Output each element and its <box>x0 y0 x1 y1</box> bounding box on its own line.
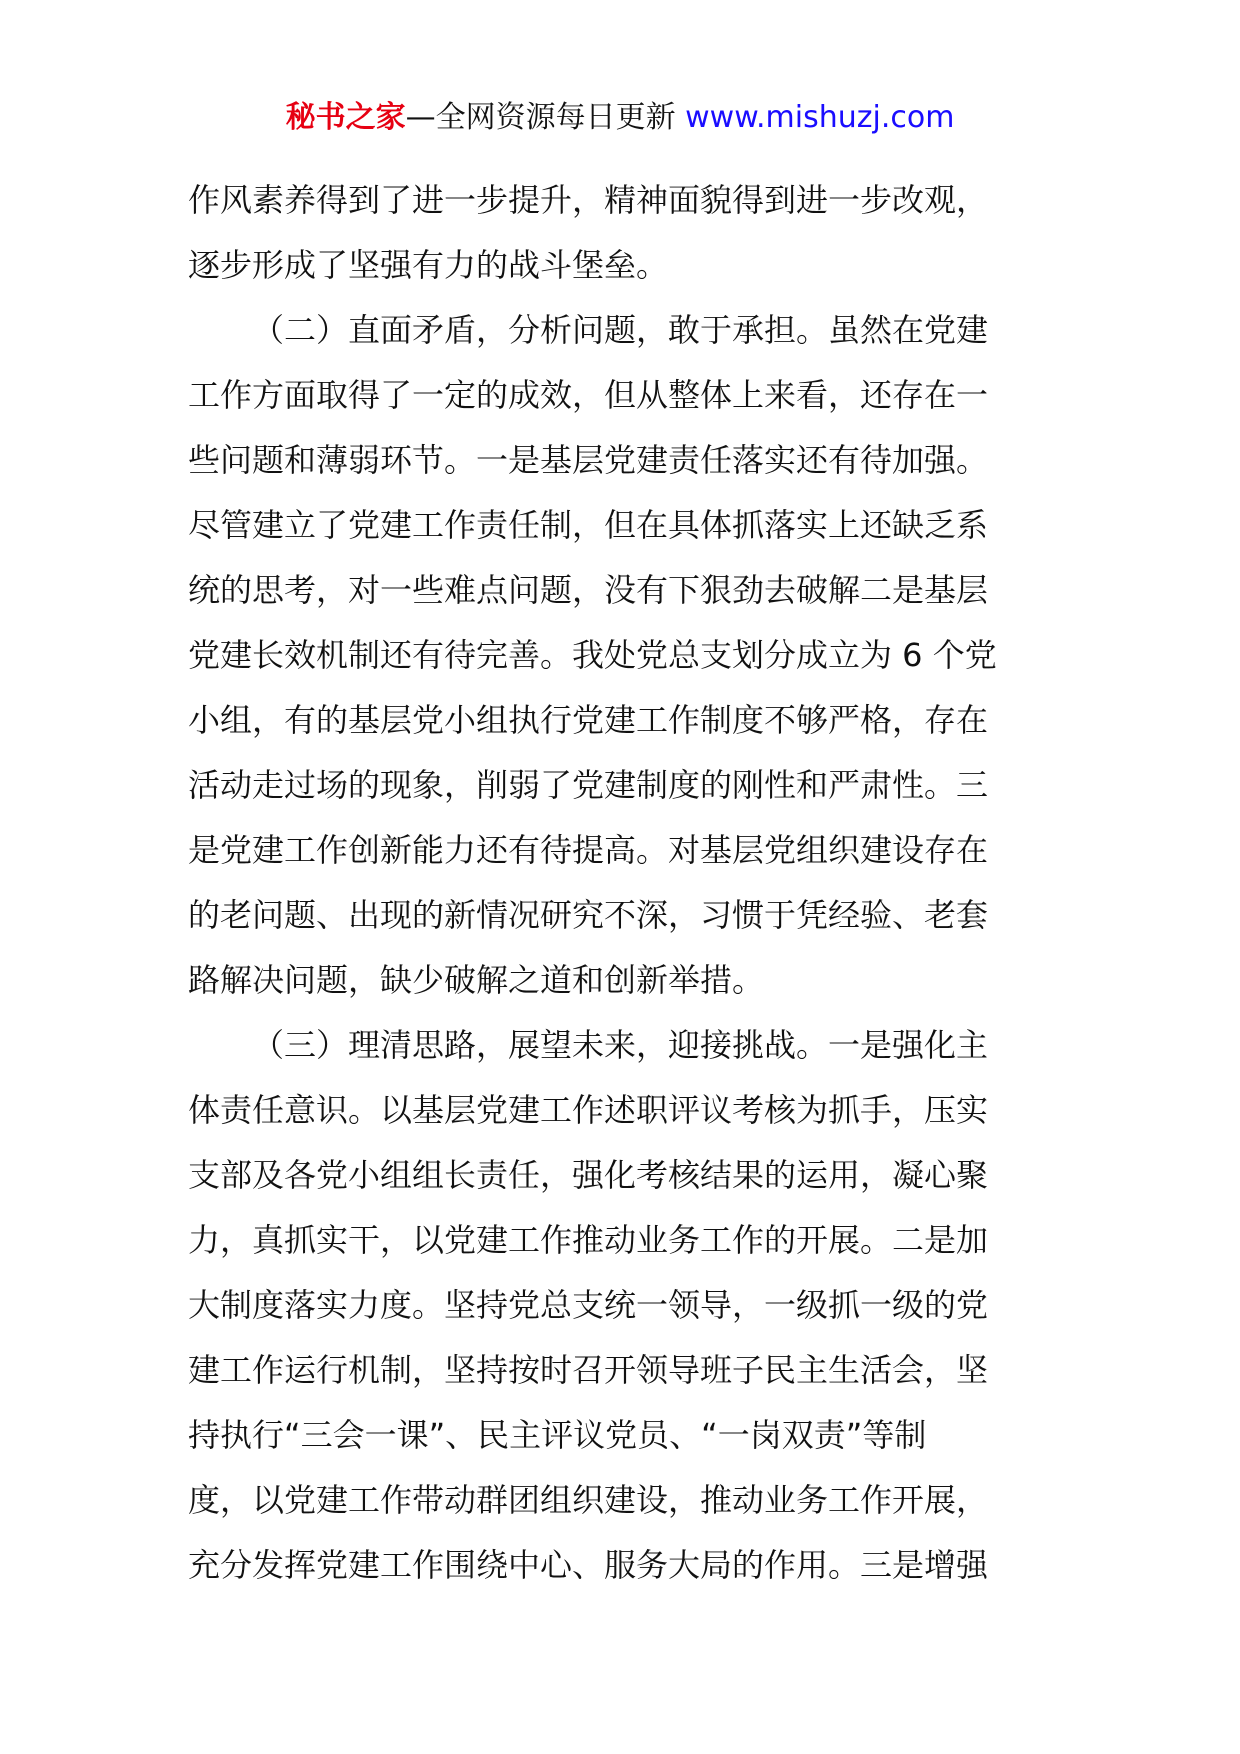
text-line: 党建长效机制还有待完善。我处党总支划分成立为 6 个党 <box>188 636 997 674</box>
site-tagline: —全网资源每日更新 <box>405 100 676 135</box>
text-line: 逐步形成了坚强有力的战斗堡垒。 <box>188 246 669 284</box>
page-header <box>0 98 1240 138</box>
document-body <box>188 168 1058 1598</box>
site-brand: 秘书之家 <box>285 100 406 135</box>
text-line: 路解决问题，缺少破解之道和创新举措。 <box>188 961 765 999</box>
text-line: 活动走过场的现象，削弱了党建制度的刚性和严肃性。三 <box>188 766 989 804</box>
text-line: 建工作运行机制，坚持按时召开领导班子民主生活会，坚 <box>188 1351 989 1389</box>
text-line: 大制度落实力度。坚持党总支统一领导，一级抓一级的党 <box>188 1286 989 1324</box>
text-line: 小组，有的基层党小组执行党建工作制度不够严格，存在 <box>188 701 989 739</box>
text-line: 作风素养得到了进一步提升，精神面貌得到进一步改观， <box>188 181 989 219</box>
text-line: 充分发挥党建工作围绕中心、服务大局的作用。三是增强 <box>188 1546 989 1584</box>
section-three-heading-line: （三）理清思路，展望未来，迎接挑战。一是强化主 <box>252 1026 989 1064</box>
site-url-link[interactable]: www.mishuzj.com <box>685 100 955 135</box>
text-line: 是党建工作创新能力还有待提高。对基层党组织建设存在 <box>188 831 989 869</box>
text-line: 度，以党建工作带动群团组织建设，推动业务工作开展， <box>188 1481 989 1519</box>
text-line: 持执行“三会一课”、民主评议党员、“一岗双责”等制 <box>188 1416 927 1454</box>
text-line: 力，真抓实干，以党建工作推动业务工作的开展。二是加 <box>188 1221 989 1259</box>
text-line: 工作方面取得了一定的成效，但从整体上来看，还存在一 <box>188 376 989 414</box>
text-line: 统的思考，对一些难点问题，没有下狠劲去破解二是基层 <box>188 571 989 609</box>
text-line: 尽管建立了党建工作责任制，但在具体抓落实上还缺乏系 <box>188 506 989 544</box>
text-line: 的老问题、出现的新情况研究不深，习惯于凭经验、老套 <box>188 896 989 934</box>
text-line: 些问题和薄弱环节。一是基层党建责任落实还有待加强。 <box>188 441 989 479</box>
section-two-heading-line: （二）直面矛盾，分析问题，敢于承担。虽然在党建 <box>252 311 989 349</box>
text-line: 体责任意识。以基层党建工作述职评议考核为抓手，压实 <box>188 1091 989 1129</box>
text-line: 支部及各党小组组长责任，强化考核结果的运用，凝心聚 <box>188 1156 989 1194</box>
